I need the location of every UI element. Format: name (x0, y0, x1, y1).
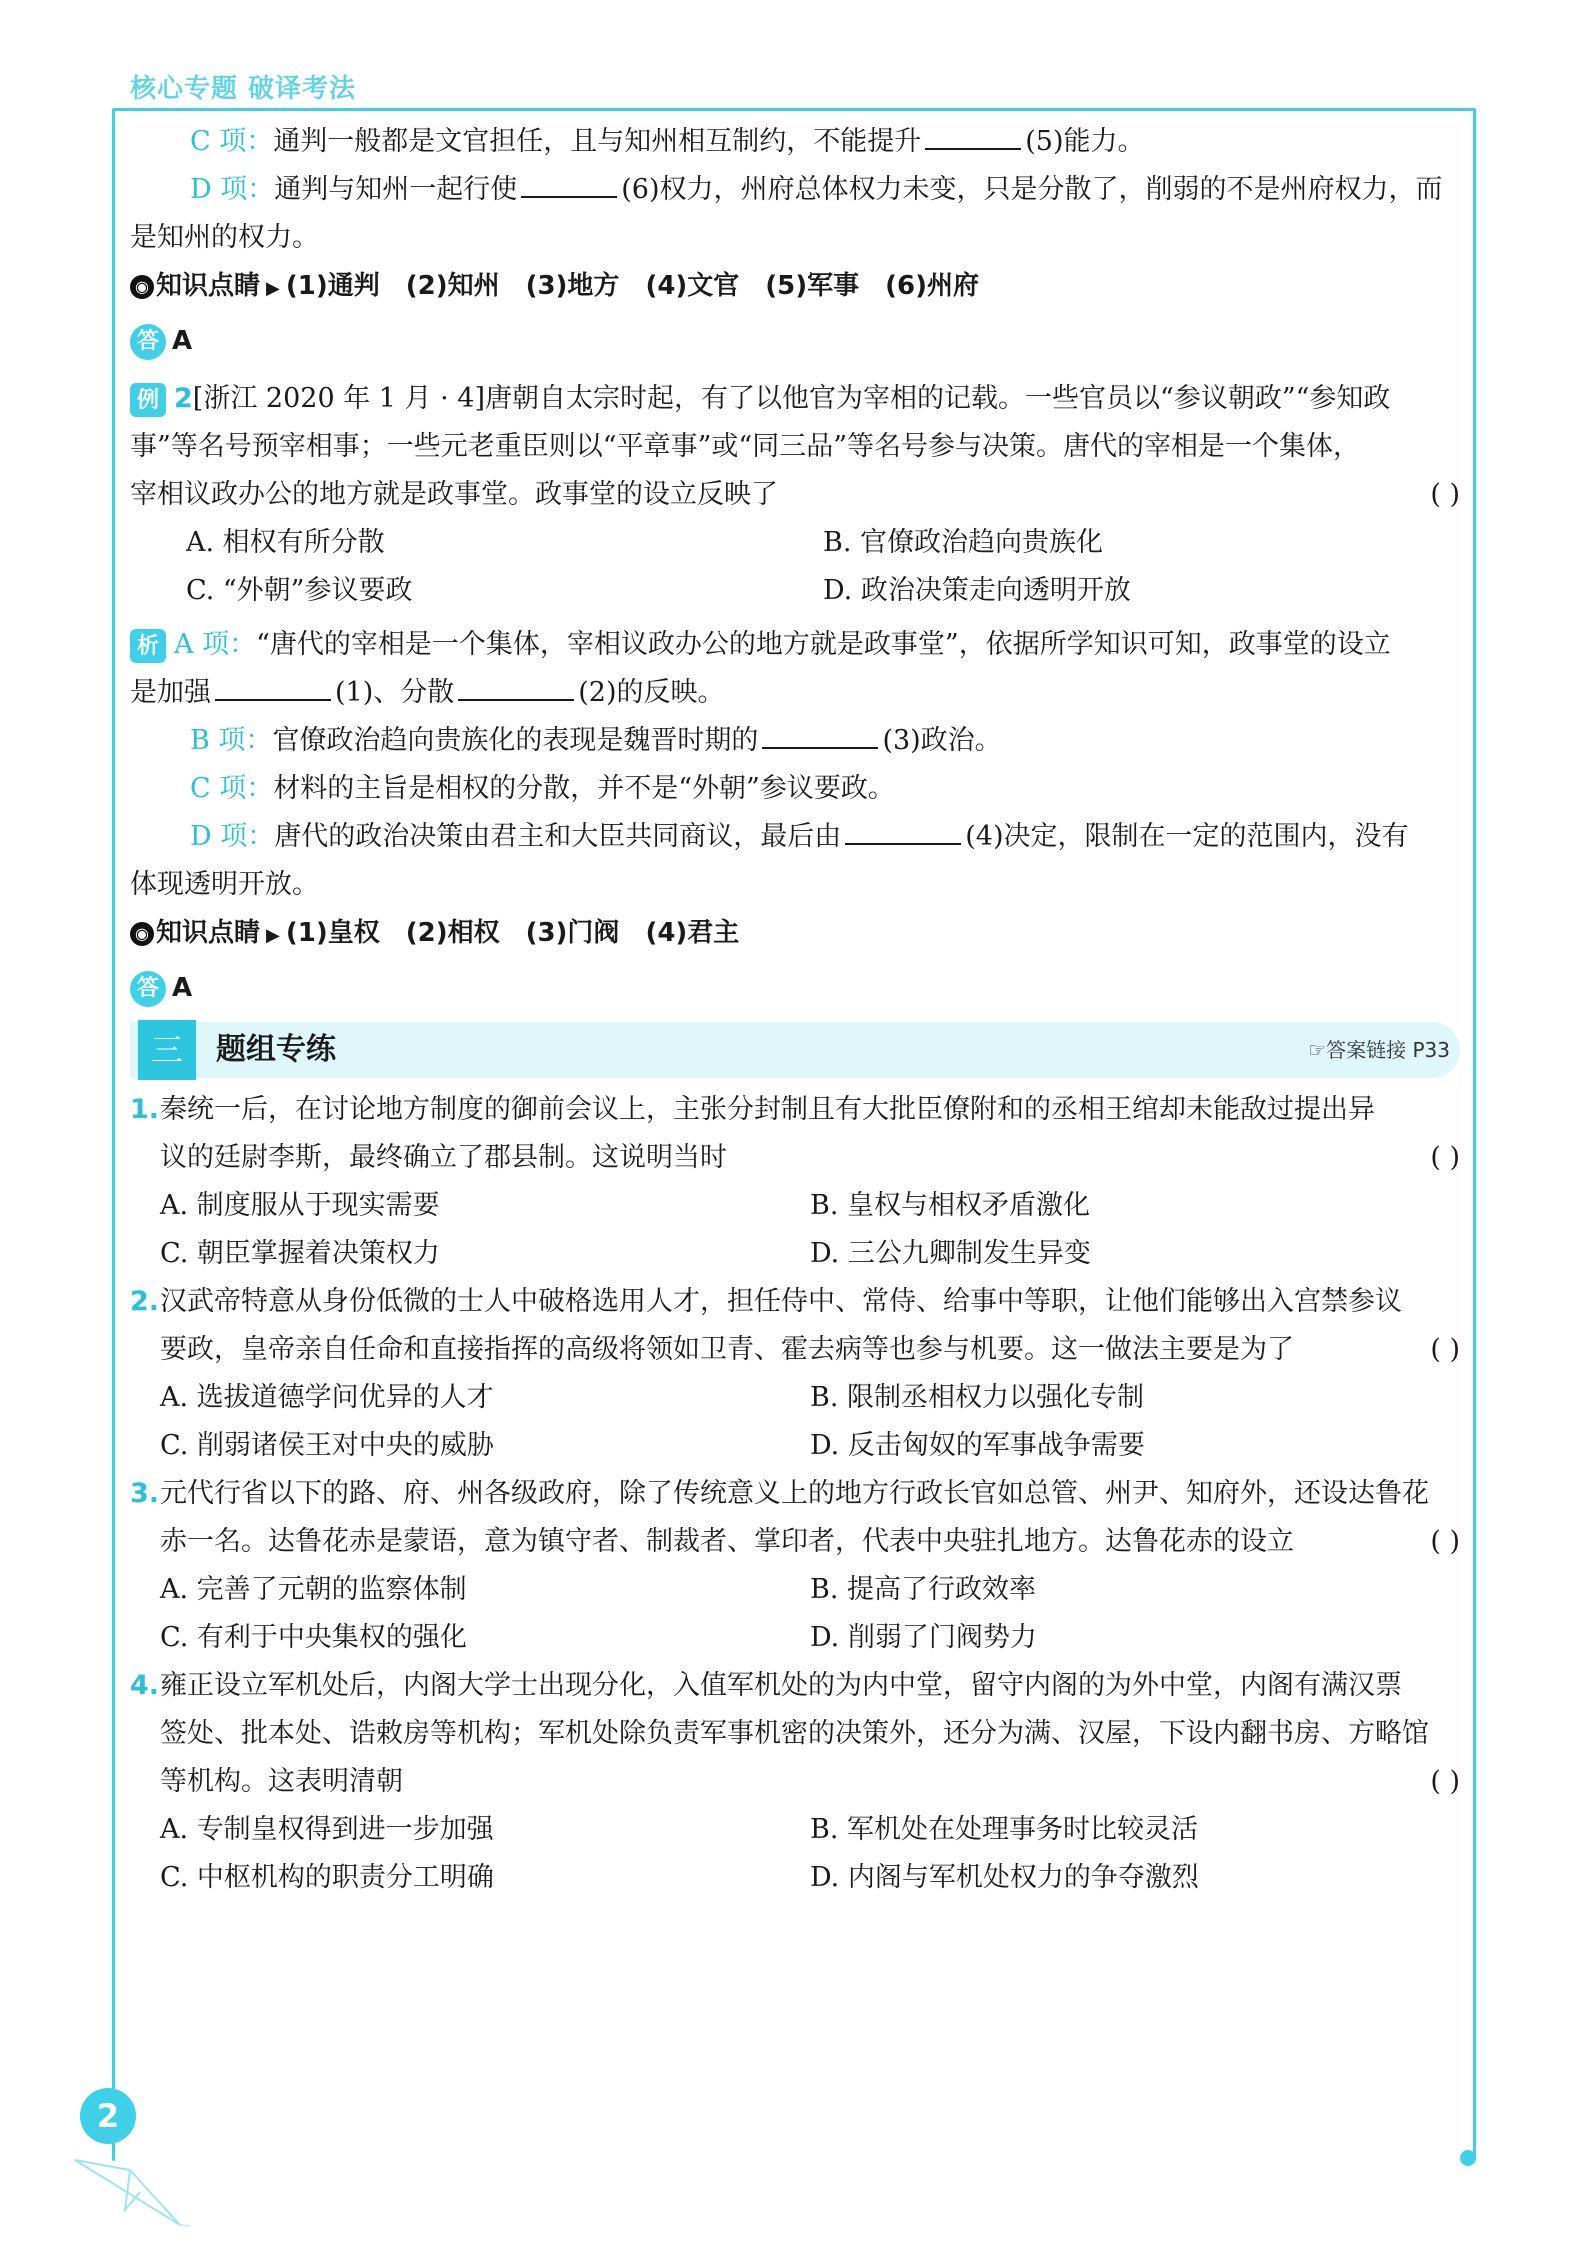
knowledge-points-2: ◉ 知识点睛 ▶ (1)皇权 (2)相权 (3)门阀 (4)君主 (130, 909, 1460, 960)
example-badge: 例 (130, 383, 166, 417)
fill-blank (925, 122, 1021, 150)
option-a: A. 完善了元朝的监察体制 (160, 1574, 467, 1605)
arrow-icon: ▶ (266, 925, 280, 946)
analysis-badge: 析 (130, 629, 166, 663)
question-4-options-ab (130, 1806, 1460, 1854)
option-c: C. 削弱诸侯王对中央的威胁 (160, 1430, 494, 1461)
arrow-icon: ▶ (266, 278, 280, 299)
fill-blank (521, 170, 617, 198)
question-1: 1. 秦统一后，在讨论地方制度的御前会议上，主张分封制且有大批臣僚附和的丞相王绾却未能敌过提出异 (130, 1094, 1375, 1125)
option-b: B. 官僚政治趋向贵族化 (823, 527, 1104, 558)
option-c: C. 朝臣掌握着决策权力 (160, 1238, 440, 1269)
option-a: A. 专制皇权得到进一步加强 (160, 1814, 494, 1845)
question-4-cont2: 等机构。这表明清朝 ( ) (160, 1766, 1460, 1797)
example-2-line2: 事”等名号预宰相事；一些元老重臣则以“平章事”或“同三品”等名号参与决策。唐代的宰相是一个集体， (130, 431, 1361, 462)
question-3-options-cd (130, 1614, 1460, 1662)
option-c: C. 中枢机构的职责分工明确 (160, 1862, 494, 1893)
option-d: D. 三公九卿制发生异变 (810, 1238, 1091, 1269)
question-1-options-ab (130, 1182, 1460, 1230)
question-3-cont: 赤一名。达鲁花赤是蒙语，意为镇守者、制裁者、掌印者，代表中央驻扎地方。达鲁花赤的设立 ( ) (160, 1526, 1460, 1557)
question-3-options-ab (130, 1566, 1460, 1614)
option-d: D. 反击匈奴的军事战争需要 (810, 1430, 1145, 1461)
option-d: D. 内阁与军机处权力的争夺激烈 (810, 1862, 1199, 1893)
option-b: B. 军机处在处理事务时比较灵活 (810, 1814, 1199, 1845)
question-4-cont: 签处、批本处、诰敕房等机构；军机处除负责军事机密的决策外，还分为满、汉屋，下设内翻书房、方略馆 (160, 1718, 1429, 1749)
example-2-options-cd (130, 567, 1460, 615)
frame-dot (1460, 2150, 1476, 2166)
section-header (130, 1020, 1460, 1080)
example-2-line3: 宰相议政办公的地方就是政事堂。政事堂的设立反映了 ( ) (130, 479, 1460, 510)
knowledge-points: ◉ 知识点睛 ▶ (1)通判 (2)知州 (3)地方 (4)文官 (5)军事 (6)州府 (130, 262, 1460, 313)
key-icon: ◉ (130, 922, 154, 946)
page-content (130, 118, 1460, 1902)
question-4: 4. 雍正设立军机处后，内阁大学士出现分化，入值军机处的为内中堂，留守内阁的为外中堂，内阁有满汉票 (130, 1670, 1402, 1701)
analysis-d-cont: 体现透明开放。 (130, 869, 319, 900)
option-a: A. 选拔道德学问优异的人才 (160, 1382, 494, 1413)
fill-blank (762, 721, 878, 749)
option-b: B. 限制丞相权力以强化专制 (810, 1382, 1145, 1413)
paper-plane-icon (70, 2130, 190, 2240)
question-4-options-cd (130, 1854, 1460, 1902)
question-2-cont: 要政，皇帝亲自任命和直接指挥的高级将领如卫青、霍去病等也参与机要。这一做法主要是为了 ( ) (160, 1334, 1460, 1365)
option-b: B. 皇权与相权矛盾激化 (810, 1190, 1091, 1221)
option-d: D. 政治决策走向透明开放 (823, 575, 1131, 606)
answer-link[interactable]: ☞答案链接 P33 (1308, 1038, 1450, 1062)
analysis-b: B 项：官僚政治趋向贵族化的表现是魏晋时期的 (3)政治。 (130, 717, 1460, 765)
fill-blank (458, 673, 574, 701)
question-1-cont: 议的廷尉李斯，最终确立了郡县制。这说明当时 ( ) (160, 1142, 1460, 1173)
example-2-line1: 例 2[浙江 2020 年 1 月 · 4]唐朝自太宗时起，有了以他官为宰相的记载。一些官员以“参议朝政”“参知政 (130, 375, 1460, 423)
analysis-a: 析 A 项：“唐代的宰相是一个集体，宰相议政办公的地方就是政事堂”，依据所学知识可知，政事堂的设立 (130, 621, 1460, 669)
answer-line: 答 A (130, 317, 1460, 365)
option-c: C. “外朝”参议要政 (186, 575, 413, 606)
analysis-c: C 项：材料的主旨是相权的分散，并不是“外朝”参议要政。 (190, 773, 895, 804)
question-1-options-cd (130, 1230, 1460, 1278)
answer-line-2: 答 A (130, 964, 1460, 1012)
analysis-a-cont: 是加强 (1)、分散 (2)的反映。 (130, 669, 1460, 717)
example-2-options-ab (130, 519, 1460, 567)
page-number: 2 (80, 2088, 136, 2144)
question-2-options-cd (130, 1422, 1460, 1470)
fill-blank (845, 817, 961, 845)
option-b: B. 提高了行政效率 (810, 1574, 1037, 1605)
question-2-options-ab (130, 1374, 1460, 1422)
fill-blank (215, 673, 331, 701)
option-d: D. 削弱了门阀势力 (810, 1622, 1037, 1653)
option-d-analysis: D 项：通判与知州一起行使 (6)权力，州府总体权力未变，只是分散了，削弱的不是州府权力，而 (130, 166, 1460, 214)
section-number: 三 (138, 1020, 196, 1080)
page-header: 核心专题 破译考法 (130, 74, 357, 104)
answer-badge: 答 (130, 971, 166, 1007)
question-3: 3. 元代行省以下的路、府、州各级政府，除了传统意义上的地方行政长官如总管、州尹、知府外，还设达鲁花 (130, 1478, 1429, 1509)
option-d-analysis-cont: 是知州的权力。 (130, 222, 319, 253)
section-title: 题组专练 (216, 1032, 336, 1067)
analysis-d: D 项：唐代的政治决策由君主和大臣共同商议，最后由 (4)决定，限制在一定的范围内，没有 (130, 813, 1460, 861)
answer-badge: 答 (130, 324, 166, 360)
question-2: 2. 汉武帝特意从身份低微的士人中破格选用人才，担任侍中、常侍、给事中等职，让他们能够出入宫禁参议 (130, 1286, 1402, 1317)
option-c: C. 有利于中央集权的强化 (160, 1622, 467, 1653)
option-a: A. 制度服从于现实需要 (160, 1190, 440, 1221)
option-a: A. 相权有所分散 (186, 527, 385, 558)
key-icon: ◉ (130, 275, 154, 299)
option-c-analysis: C 项：通判一般都是文官担任，且与知州相互制约，不能提升 (5)能力。 (130, 118, 1460, 166)
